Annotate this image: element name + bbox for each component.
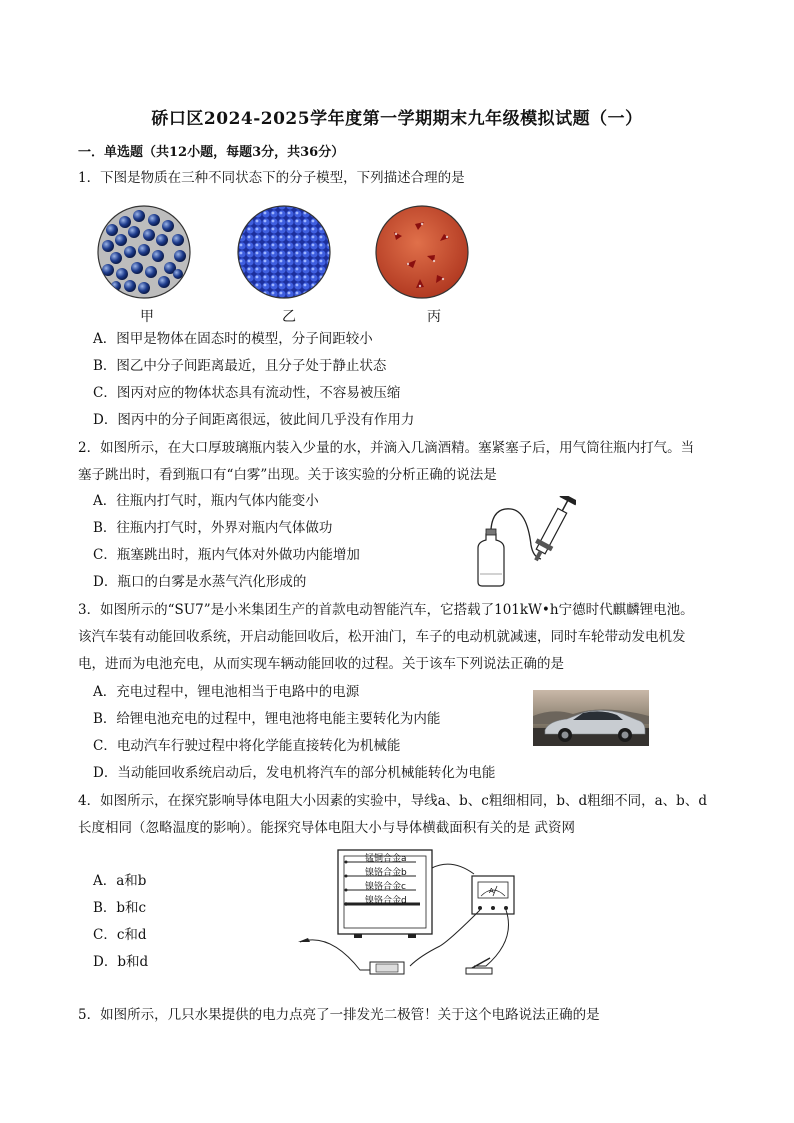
q1-option-c: C．图丙对应的物体状态具有流动性，不容易被压缩	[93, 385, 401, 401]
page-title: 硚口区2024-2025学年度第一学期期末九年级模拟试题（一）	[151, 109, 643, 129]
question-4-stem-line-2: 长度相同（忽略温度的影响）。能探究导体电阻大小与导体横截面积有关的是 武资网	[78, 820, 576, 836]
q3-option-a: A．充电过程中，锂电池相当于电路中的电源	[93, 684, 360, 700]
diagram-yi	[238, 206, 330, 298]
question-3-stem-line-2: 该汽车装有动能回收系统，开启动能回收后，松开油门，车子的电动机就减速，同时车轮带动发电机发	[78, 629, 686, 645]
section-heading: 一．单选题（共12小题，每题3分，共36分）	[78, 145, 345, 160]
wire-label-c: 镍铬合金c	[365, 882, 406, 892]
car-photo	[533, 690, 649, 746]
q4-option-d: D．b和d	[93, 954, 149, 970]
figure-label-jia: 甲	[140, 309, 154, 325]
q1-option-b: B．图乙中分子间距离最近，且分子处于静止状态	[93, 358, 387, 374]
wire-label-a: 锰铜合金a	[365, 854, 407, 864]
figure-label-bing: 丙	[427, 309, 441, 325]
svg-text:A: A	[489, 887, 494, 895]
wire-label-d: 镍铬合金d	[365, 896, 407, 906]
bottle-pump-figure	[470, 496, 576, 588]
question-2-stem-line-2: 塞子跳出时，看到瓶口有“白雾”出现。关于该实验的分析正确的说法是	[78, 467, 497, 483]
wire-label-b: 镍铬合金b	[365, 868, 407, 878]
question-2-stem-line-1: 2．如图所示，在大口厚玻璃瓶内装入少量的水，并滴入几滴酒精。塞紧塞子后，用气筒往瓶内打气。当	[78, 440, 695, 456]
question-5-stem: 5．如图所示，几只水果提供的电力点亮了一排发光二极管！关于这个电路说法正确的是	[78, 1007, 600, 1023]
molecule-models-figure	[94, 202, 474, 304]
resistance-circuit-figure	[296, 846, 522, 986]
figure-label-yi: 乙	[282, 309, 296, 325]
q4-option-a: A．a和b	[93, 873, 147, 889]
q2-option-c: C．瓶塞跳出时，瓶内气体对外做功内能增加	[93, 547, 360, 563]
diagram-jia	[98, 206, 190, 298]
q1-option-d: D．图丙中的分子间距离很远，彼此间几乎没有作用力	[93, 412, 415, 428]
q2-option-b: B．往瓶内打气时，外界对瓶内气体做功	[93, 520, 333, 536]
q2-option-d: D．瓶口的白雾是水蒸气汽化形成的	[93, 574, 307, 590]
question-4-stem-line-1: 4．如图所示，在探究影响导体电阻大小因素的实验中，导线a、b、c粗细相同，b、d粗细不同，a、b、d	[78, 793, 707, 809]
question-3-stem-line-3: 电，进而为电池充电，从而实现车辆动能回收的过程。关于该车下列说法正确的是	[78, 656, 564, 672]
q2-option-a: A．往瓶内打气时，瓶内气体内能变小	[93, 493, 319, 509]
q3-option-d: D．当动能回收系统启动后，发电机将汽车的部分机械能转化为电能	[93, 765, 496, 781]
question-3-stem-line-1: 3．如图所示的“SU7”是小米集团生产的首款电动智能汽车，它搭载了101kW•h宁德时代麒麟锂电池。	[78, 602, 694, 618]
question-1-stem: 1．下图是物质在三种不同状态下的分子模型，下列描述合理的是	[78, 170, 465, 186]
q3-option-b: B．给锂电池充电的过程中，锂电池将电能主要转化为内能	[93, 711, 441, 727]
diagram-bing	[376, 206, 468, 298]
q4-option-b: B．b和c	[93, 900, 147, 916]
q1-option-a: A．图甲是物体在固态时的模型，分子间距较小	[93, 331, 373, 347]
q3-option-c: C．电动汽车行驶过程中将化学能直接转化为机械能	[93, 738, 401, 754]
q4-option-c: C．c和d	[93, 927, 147, 943]
